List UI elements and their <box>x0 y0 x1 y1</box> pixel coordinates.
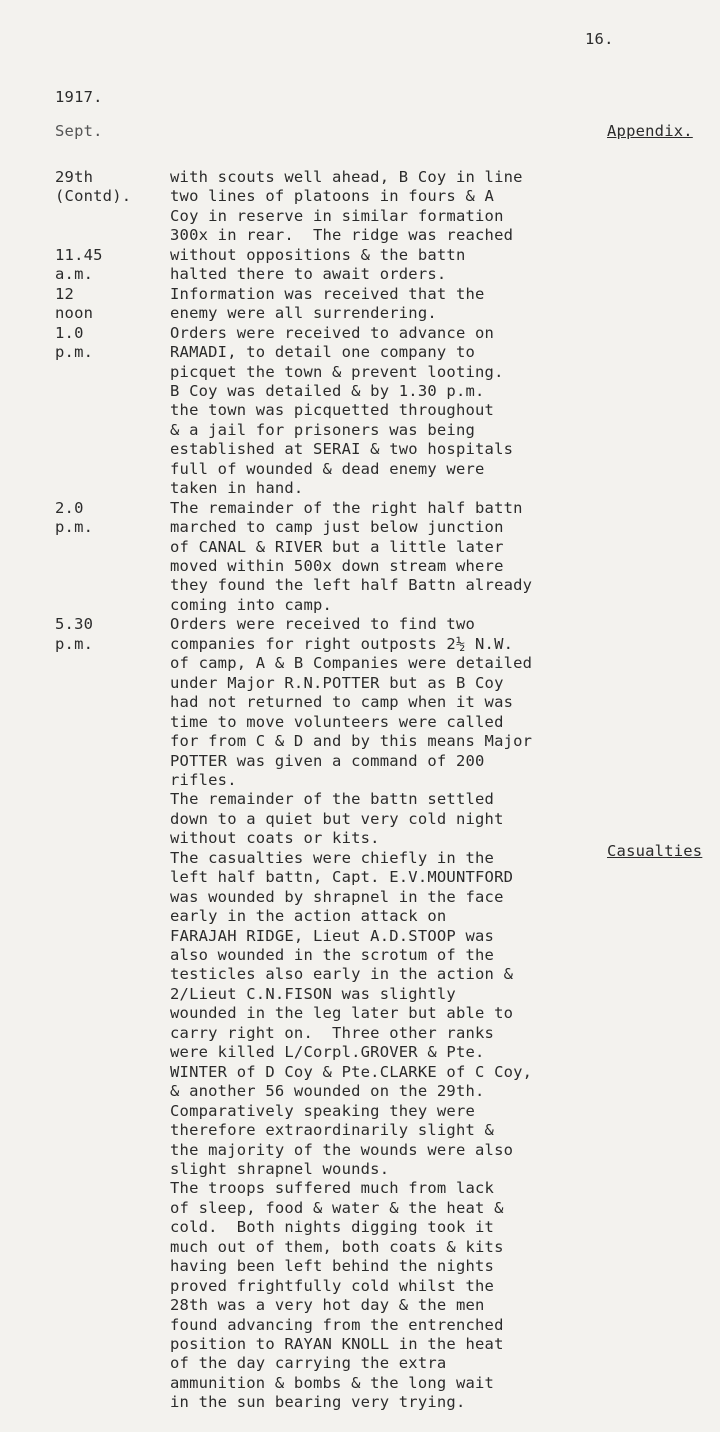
entry-time: 5.30 <box>55 615 94 634</box>
entry-text: 300x in rear. The ridge was reached <box>170 226 514 245</box>
diary-line <box>0 752 720 771</box>
diary-line <box>0 596 720 615</box>
entry-text: carry right on. Three other ranks <box>170 1023 495 1042</box>
diary-line <box>0 557 720 576</box>
entry-time: (Contd). <box>55 187 132 206</box>
entry-text: halted there to await orders. <box>170 265 447 284</box>
diary-line <box>0 401 720 420</box>
entry-time: 11.45 <box>55 245 103 264</box>
entry-text: Coy in reserve in similar formation <box>170 206 504 225</box>
diary-line <box>0 440 720 459</box>
diary-line <box>0 1024 720 1043</box>
entry-text: much out of them, both coats & kits <box>170 1237 504 1256</box>
diary-line <box>0 1004 720 1023</box>
diary-line <box>0 363 720 382</box>
entry-text: picquet the town & prevent looting. <box>170 362 504 381</box>
diary-line <box>0 615 720 634</box>
entry-text: under Major R.N.POTTER but as B Coy <box>170 673 504 692</box>
diary-line <box>0 1296 720 1315</box>
entry-text: cold. Both nights digging took it <box>170 1218 495 1237</box>
diary-line <box>0 829 720 848</box>
diary-line <box>0 1218 720 1237</box>
diary-line <box>0 810 720 829</box>
entry-time: p.m. <box>55 634 94 653</box>
diary-line <box>0 1082 720 1101</box>
entry-text: 28th was a very hot day & the men <box>170 1296 485 1315</box>
diary-line <box>0 343 720 362</box>
entry-text: Information was received that the <box>170 284 485 303</box>
entry-text: had not returned to camp when it was <box>170 693 514 712</box>
entry-text: WINTER of D Coy & Pte.CLARKE of C Coy, <box>170 1062 533 1081</box>
entry-time: 2.0 <box>55 498 84 517</box>
entry-text: FARAJAH RIDGE, Lieut A.D.STOOP was <box>170 926 495 945</box>
entry-text: time to move volunteers were called <box>170 712 504 731</box>
entry-text: of camp, A & B Companies were detailed <box>170 654 533 673</box>
entry-text: The remainder of the right half battn <box>170 498 523 517</box>
entry-text: RAMADI, to detail one company to <box>170 343 476 362</box>
diary-line <box>0 168 720 187</box>
casualties-margin-label: Casualties <box>607 842 703 860</box>
diary-line <box>0 1063 720 1082</box>
entry-text: in the sun bearing very trying. <box>170 1393 466 1412</box>
entry-text: were killed L/Corpl.GROVER & Pte. <box>170 1043 485 1062</box>
entry-text: of the day carrying the extra <box>170 1354 447 1373</box>
entry-time: 29th <box>55 168 94 186</box>
entry-text: testicles also early in the action & <box>170 965 514 984</box>
entry-text: The casualties were chiefly in the <box>170 848 495 867</box>
diary-line <box>0 965 720 984</box>
diary-line <box>0 1043 720 1062</box>
entry-text: for from C & D and by this means Major <box>170 732 533 751</box>
entry-text: slight shrapnel wounds. <box>170 1159 390 1178</box>
entry-text: Comparatively speaking they were <box>170 1101 476 1120</box>
entry-text: enemy were all surrendering. <box>170 304 437 323</box>
entry-text: B Coy was detailed & by 1.30 p.m. <box>170 381 485 400</box>
diary-line <box>0 1354 720 1373</box>
diary-line <box>0 246 720 265</box>
entry-text: having been left behind the nights <box>170 1257 495 1276</box>
entry-time: p.m. <box>55 343 94 362</box>
diary-line <box>0 1160 720 1179</box>
entry-text: Orders were received to find two <box>170 615 476 634</box>
entry-time: 12 <box>55 284 75 303</box>
diary-line <box>0 1257 720 1276</box>
diary-line <box>0 1238 720 1257</box>
diary-line <box>0 790 720 809</box>
diary-line <box>0 1121 720 1140</box>
entry-text: & another 56 wounded on the 29th. <box>170 1082 485 1101</box>
entry-text: without coats or kits. <box>170 829 380 848</box>
entry-text: therefore extraordinarily slight & <box>170 1121 495 1140</box>
diary-line <box>0 226 720 245</box>
entry-text: also wounded in the scrotum of the <box>170 946 495 964</box>
entry-text: marched to camp just below junction <box>170 518 504 537</box>
diary-line <box>0 518 720 537</box>
entry-text: full of wounded & dead enemy were <box>170 459 485 478</box>
entry-text: early in the action attack on <box>170 907 447 926</box>
entry-text: with scouts well ahead, B Coy in line <box>170 168 523 186</box>
diary-line <box>0 868 720 887</box>
entry-text: rifles. <box>170 770 237 789</box>
year-heading: 1917. <box>55 88 103 106</box>
diary-line <box>0 1316 720 1335</box>
diary-line <box>0 732 720 751</box>
entry-text: & a jail for prisoners was being <box>170 420 476 439</box>
entry-text: left half battn, Capt. E.V.MOUNTFORD <box>170 868 514 887</box>
diary-line <box>0 460 720 479</box>
entry-text: established at SERAI & two hospitals <box>170 440 514 459</box>
diary-line <box>0 207 720 226</box>
diary-line <box>0 907 720 926</box>
entry-text: The troops suffered much from lack <box>170 1179 495 1198</box>
diary-line <box>0 849 720 868</box>
diary-line <box>0 187 720 206</box>
diary-line <box>0 635 720 654</box>
diary-line <box>0 654 720 673</box>
appendix-label: Appendix. <box>607 122 693 140</box>
diary-line <box>0 538 720 557</box>
diary-line <box>0 771 720 790</box>
entry-text: found advancing from the entrenched <box>170 1315 504 1334</box>
entry-text: The remainder of the battn settled <box>170 790 495 809</box>
diary-line <box>0 265 720 284</box>
entry-text: wounded in the leg later but able to <box>170 1004 514 1023</box>
diary-line <box>0 946 720 965</box>
month-heading: Sept. <box>55 122 103 140</box>
diary-line <box>0 499 720 518</box>
diary-line <box>0 927 720 946</box>
diary-line <box>0 693 720 712</box>
diary-line <box>0 1179 720 1198</box>
diary-line <box>0 1102 720 1121</box>
diary-line <box>0 1335 720 1354</box>
diary-line <box>0 304 720 323</box>
entry-text: the town was picquetted throughout <box>170 401 495 420</box>
entry-text: ammunition & bombs & the long wait <box>170 1373 495 1392</box>
entry-text: down to a quiet but very cold night <box>170 809 504 828</box>
entry-text: moved within 500x down stream where <box>170 557 504 575</box>
diary-line <box>0 1374 720 1393</box>
diary-line <box>0 674 720 693</box>
diary-line <box>0 324 720 343</box>
entry-time: noon <box>55 304 94 323</box>
page-number: 16. <box>585 30 614 48</box>
diary-line <box>0 285 720 304</box>
entry-text: taken in hand. <box>170 479 304 498</box>
entry-text: position to RAYAN KNOLL in the heat <box>170 1335 504 1353</box>
entry-time: p.m. <box>55 518 94 537</box>
diary-line <box>0 713 720 732</box>
entry-text: of sleep, food & water & the heat & <box>170 1198 504 1217</box>
diary-line <box>0 1393 720 1412</box>
entry-text: was wounded by shrapnel in the face <box>170 887 504 906</box>
entry-text: 2/Lieut C.N.FISON was slightly <box>170 984 456 1003</box>
entry-time: 1.0 <box>55 323 84 342</box>
diary-line <box>0 1141 720 1160</box>
entry-text: coming into camp. <box>170 595 333 614</box>
diary-line <box>0 888 720 907</box>
entry-text: they found the left half Battn already <box>170 576 533 595</box>
entry-text: the majority of the wounds were also <box>170 1140 514 1159</box>
entry-text: companies for right outposts 2½ N.W. <box>170 634 514 653</box>
diary-line <box>0 1199 720 1218</box>
diary-line <box>0 421 720 440</box>
diary-line <box>0 479 720 498</box>
entry-text: Orders were received to advance on <box>170 323 495 342</box>
diary-line <box>0 985 720 1004</box>
diary-line <box>0 576 720 595</box>
entry-text: of CANAL & RIVER but a little later <box>170 537 504 556</box>
entry-text: without oppositions & the battn <box>170 245 466 264</box>
entry-text: proved frightfully cold whilst the <box>170 1276 495 1295</box>
entry-text: POTTER was given a command of 200 <box>170 751 485 770</box>
entry-text: two lines of platoons in fours & A <box>170 187 495 206</box>
diary-line <box>0 1277 720 1296</box>
entry-time: a.m. <box>55 265 94 284</box>
diary-line <box>0 382 720 401</box>
